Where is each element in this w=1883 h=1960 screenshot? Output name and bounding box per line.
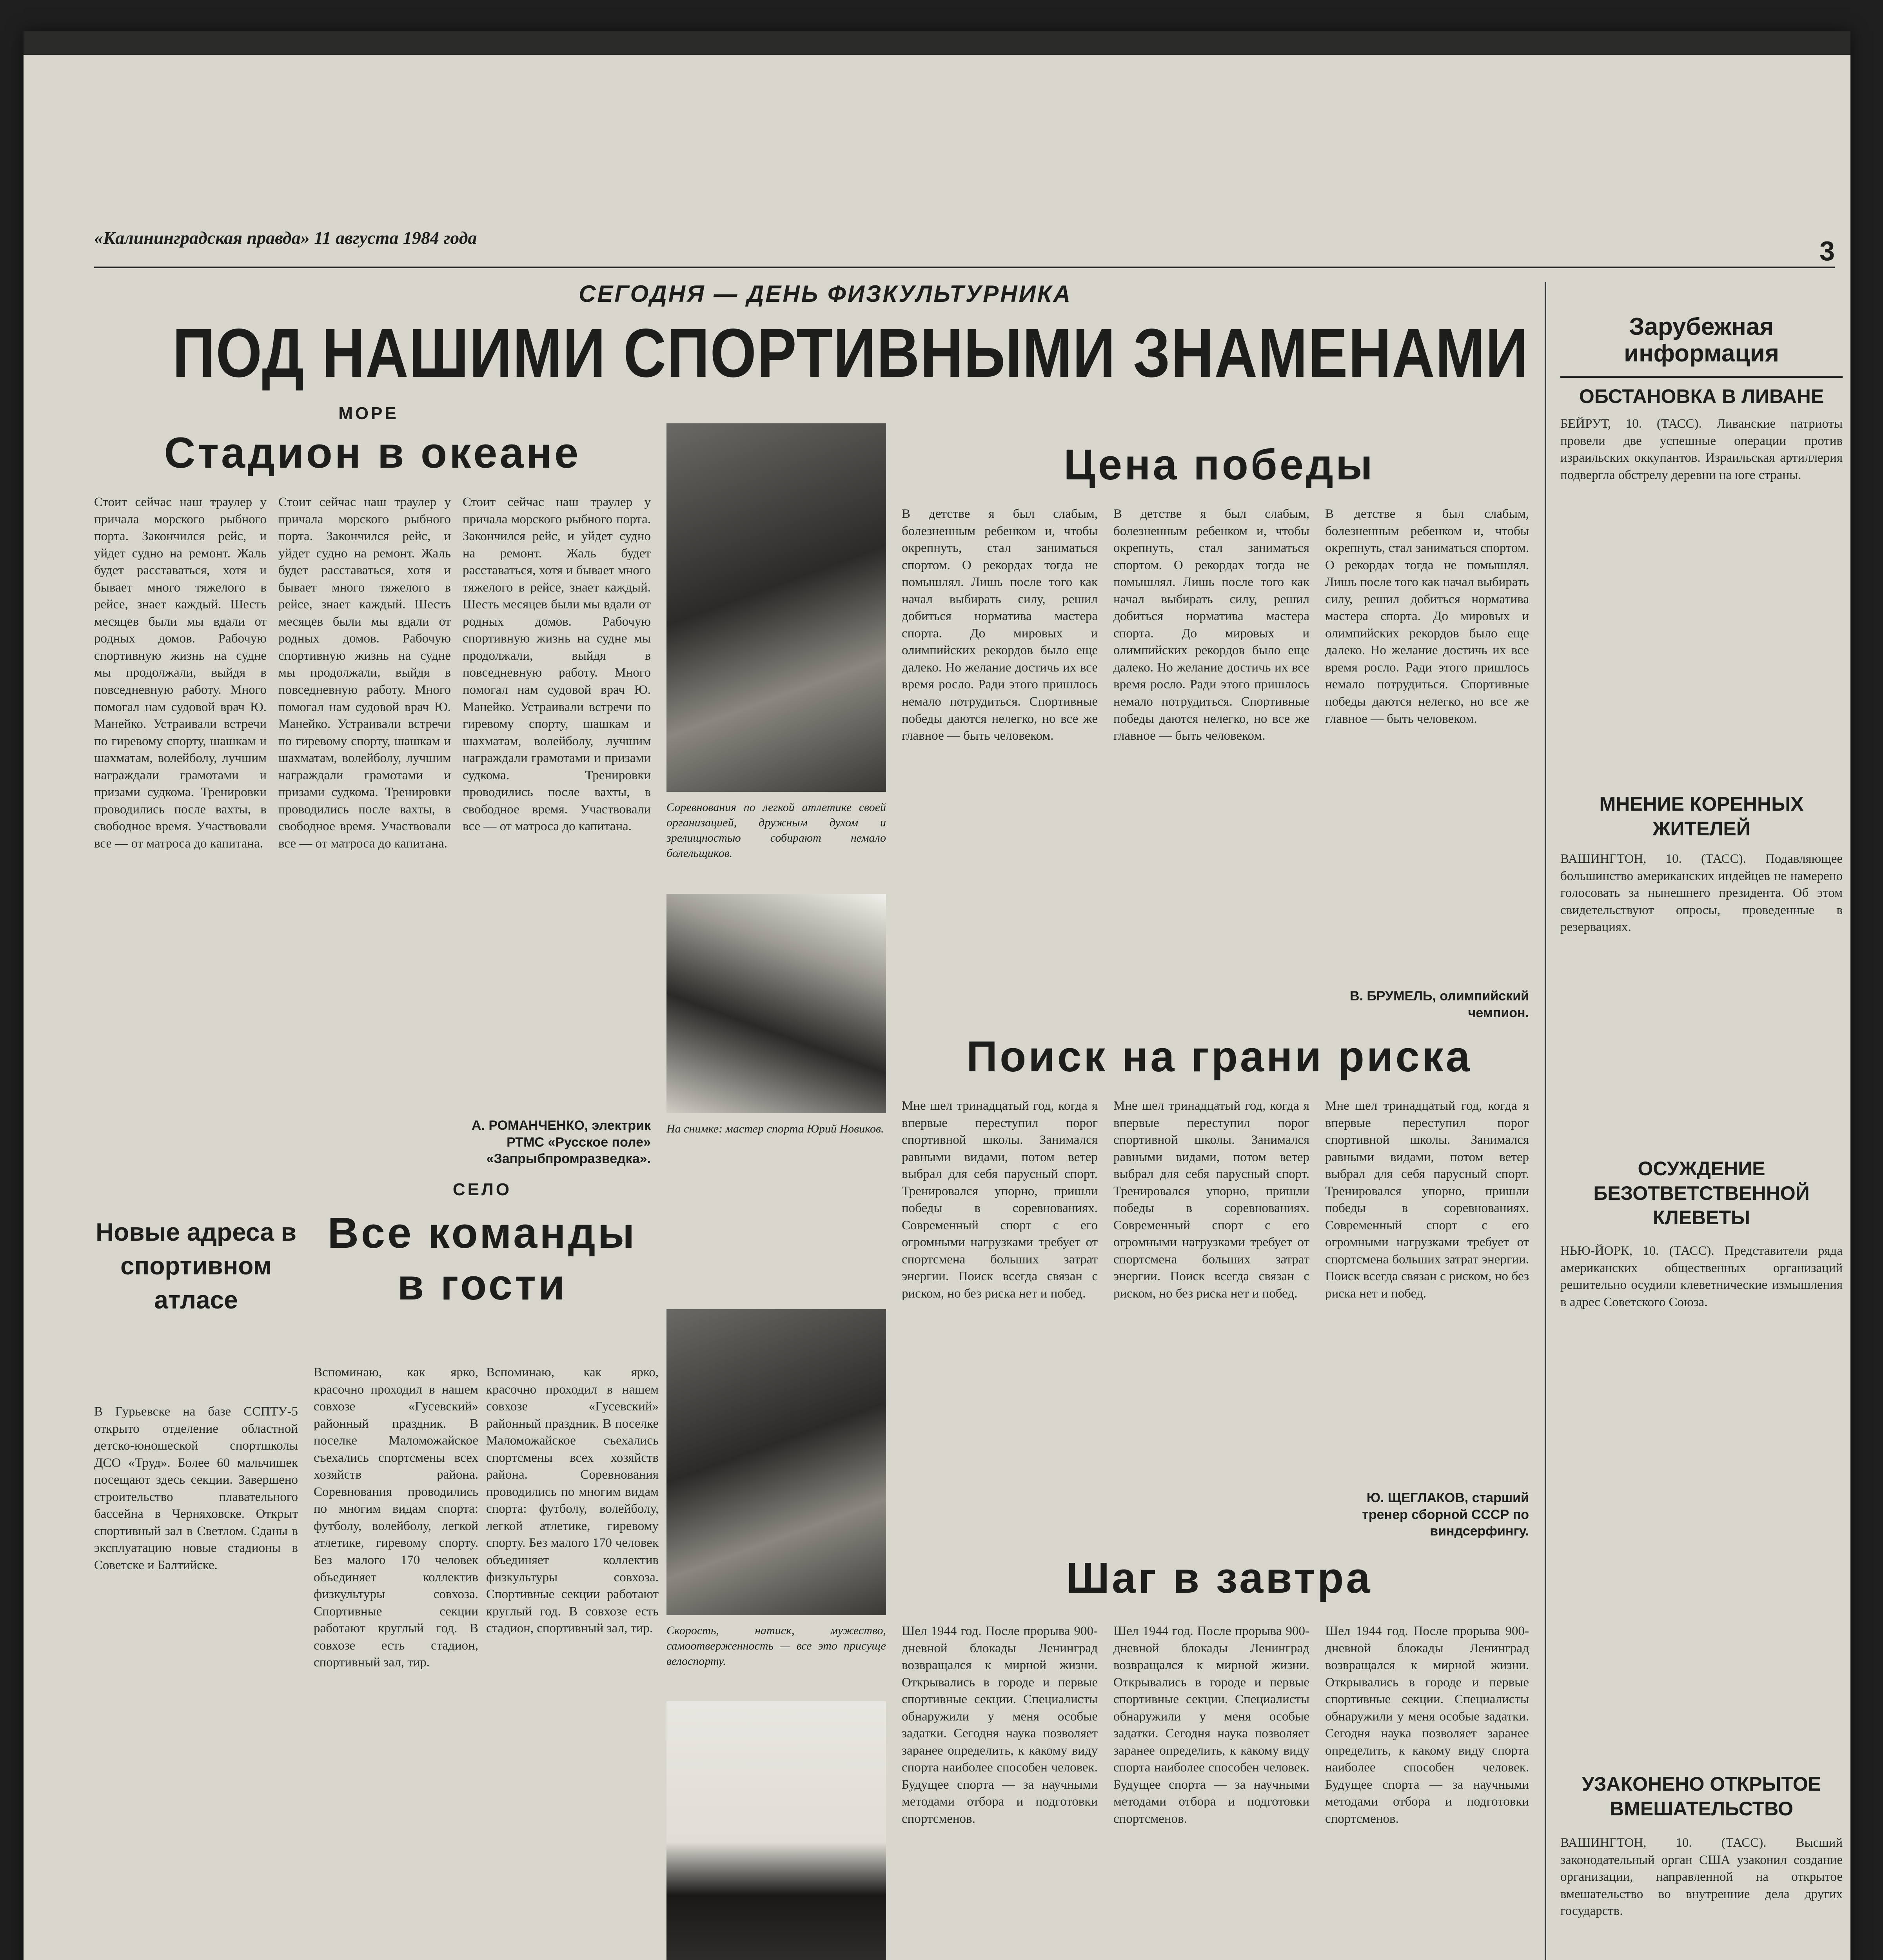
article-text-risk-col2: Мне шел тринадцатый год, когда я впервые переступил порог спортивной школы. Занимался равными видами, потом ветер выбрал для себя парусный спорт. Тренировался упорно, пришли победы в соревнованиях. Современный спорт с его огромными нагрузками требует от спортсмена больших затрат энергии. Поиск всегда связан с риском, но без риска нет и побед. <box>1113 1099 1309 1301</box>
article-text-stadium-col2: Стоит сейчас наш траулер у причала морского рыбного порта. Закончился рейс, и уйдет судно на ремонт. Жаль будет расставаться, хотя и бывает много тяжелого в рейсе, знает каждый. Шесть месяцев были мы вдали от родных домов. Рабочую спортивную жизнь на судне мы продолжали, выйдя в повседневную работу. Много помогал нам судовой врач Ю. Манейко. Устраивали встречи по гиревому спорту, шашкам и шахматам, волейболу, лучшим награждали грамотами и призами судкома. Тренировки проводились после вахты, в свободное время. Участвовали все — от матроса до капитана. <box>278 495 451 851</box>
article-title-guests: Все команды в гости <box>327 1209 637 1309</box>
article-title-price: Цена победы <box>1064 441 1375 489</box>
kicker: СЕГОДНЯ — ДЕНЬ ФИЗКУЛЬТУРНИКА <box>579 281 1072 307</box>
article-text-price-col3: В детстве я был слабым, болезненным ребенком и, чтобы окрепнуть, стал заниматься спортом. О рекордах тогда не помышлял. Лишь после того как начал выбирать силу, решил добиться норматива мастера спорта. До мировых и олимпийских рекордов было еще далеко. Но желание достичь их все время росло. Ради этого пришлось немало потрудиться. Спортивные победы даются нелегко, но все же главное — быть человеком. <box>1325 507 1529 726</box>
caption-weightlifter: На снимке: мастер спорта Юрий Новиков. <box>666 1122 884 1135</box>
sidebar-item-text-natives: ВАШИНГТОН, 10. (ТАСС). Подавляющее большинство американских индейцев не намерено голосовать за нынешнего президента. Об этом свидетельствуют опросы, проведенные в резервациях. <box>1560 852 1843 935</box>
caption-cyclists: Скорость, натиск, мужество, самоотверженность — все это присуще велоспорту. <box>666 1624 886 1668</box>
sidebar-item-title-lebanon: ОБСТАНОВКА В ЛИВАНЕ <box>1579 385 1824 407</box>
sidebar-item-text-slander: НЬЮ-ЙОРК, 10. (ТАСС). Представители ряда американских общественных организаций решительно осудили клеветнические измышления в адрес Советского Союза. <box>1560 1244 1843 1309</box>
page-number: 3 <box>1819 236 1835 266</box>
scan-edge <box>24 31 1850 55</box>
photo-weightlifter <box>666 894 886 1113</box>
photo-cyclists <box>666 1309 886 1615</box>
article-text-guests-col2: Вспоминаю, как ярко, красочно проходил в нашем совхозе «Гусевский» районный праздник. В поселке Маломожайское съехались спортсмены всех хозяйств района. Соревнования проводились по многим видам спорта: футболу, волейболу, легкой атлетике, гиревому спорту. Без малого 170 человек объединяет коллектив физкультуры совхоза. Спортивные секции работают круглый год. В совхозе есть стадион, спортивный зал, тир. <box>486 1365 659 1636</box>
sidebar-title-rule <box>1560 376 1843 378</box>
section-rubric-village: СЕЛО <box>452 1180 512 1199</box>
article-text-stadium-col3: Стоит сейчас наш траулер у причала морского рыбного порта. Закончился рейс, и уйдет судно на ремонт. Жаль будет расставаться, хотя и бывает много тяжелого в рейсе, знает каждый. Шесть месяцев были мы вдали от родных домов. Рабочую спортивную жизнь на судне мы продолжали, выйдя в повседневную работу. Много помогал нам судовой врач Ю. Манейко. Устраивали встречи по гиревому спорту, шашкам и шахматам, волейболу, лучшим награждали грамотами и призами судкома. Тренировки проводились после вахты, в свободное время. Участвовали все — от матроса до капитана. <box>463 495 651 834</box>
article-title-stadium: Стадион в океане <box>164 429 581 477</box>
article-title-risk: Поиск на грани риска <box>966 1033 1472 1081</box>
article-text-price-col2: В детстве я был слабым, болезненным ребенком и, чтобы окрепнуть, стал заниматься спортом. О рекордах тогда не помышлял. Лишь после того как начал выбирать силу, решил добиться норматива мастера спорта. До мировых и олимпийских рекордов было еще далеко. Но желание достичь их все время росло. Ради этого пришлось немало потрудиться. Спортивные победы даются нелегко, но все же главное — быть человеком. <box>1113 507 1309 743</box>
article-text-stadium-col1: Стоит сейчас наш траулер у причала морского рыбного порта. Закончился рейс, и уйдет судно на ремонт. Жаль будет расставаться, хотя и бывает много тяжелого в рейсе, знает каждый. Шесть месяцев были мы вдали от родных домов. Рабочую спортивную жизнь на судне мы продолжали, выйдя в повседневную работу. Много помогал нам судовой врач Ю. Манейко. Устраивали встречи по гиревому спорту, шашкам и шахматам, волейболу, лучшим награждали грамотами и призами судкома. Тренировки проводились после вахты, в свободное время. Участвовали все — от матроса до капитана. <box>94 495 267 851</box>
author-risk: Ю. ЩЕГЛАКОВ, старший тренер сборной СССР по виндсерфингу. <box>1362 1490 1529 1539</box>
sidebar-item-title-slander: ОСУЖДЕНИЕ БЕЗОТВЕТСТВЕННОЙ КЛЕВЕТЫ <box>1593 1158 1810 1229</box>
masthead: «Калининградская правда» 11 августа 1984 года <box>94 228 477 248</box>
article-text-risk-col3: Мне шел тринадцатый год, когда я впервые переступил порог спортивной школы. Занимался равными видами, потом ветер выбрал для себя парусный спорт. Тренировался упорно, пришли победы в соревнованиях. Современный спорт с его огромными нагрузками требует от спортсмена больших затрат энергии. Поиск всегда связан с риском, но без риска нет и побед. <box>1325 1099 1529 1301</box>
article-text-atlas: В Гурьевске на базе ССПТУ-5 открыто отделение областной детско-юношеской спортшколы ДСО «Труд». Более 60 мальчишек посещают здесь секции. Завершено строительство плавательного бассейна в Черняховске. Открыт спортивный зал в Светлом. Сданы в эксплуатацию новые стадионы в Советске и Балтийске. <box>94 1405 298 1572</box>
author-price: В. БРУМЕЛЬ, олимпийский чемпион. <box>1349 989 1529 1020</box>
sidebar-item-text-interference: ВАШИНГТОН, 10. (ТАСС). Высший законодательный орган США узаконил создание организации, направленной на открытое вмешательство во внутренние дела других государств. <box>1560 1836 1843 1918</box>
caption-athletics: Соревнования по легкой атлетике своей организацией, дружным духом и зрелищностью собирают немало болельщиков. <box>666 801 886 860</box>
article-text-step-col1: Шел 1944 год. После прорыва 900-дневной блокады Ленинград возвращался к мирной жизни. Открывались в городе и первые спортивные секции. Специалисты обнаружили у меня особые задатки. Сегодня наука позволяет заранее определить, к какому виду спорта наиболее способен человек. Будущее спорта — за научными методами отбора и подготовки спортсменов. <box>902 1624 1098 1826</box>
article-text-step-col2: Шел 1944 год. После прорыва 900-дневной блокады Ленинград возвращался к мирной жизни. Открывались в городе и первые спортивные секции. Специалисты обнаружили у меня особые задатки. Сегодня наука позволяет заранее определить, к какому виду спорта наиболее способен человек. Будущее спорта — за научными методами отбора и подготовки спортсменов. <box>1113 1624 1309 1826</box>
sidebar-item-title-natives: МНЕНИЕ КОРЕННЫХ ЖИТЕЛЕЙ <box>1599 793 1804 840</box>
article-text-guests-col1: Вспоминаю, как ярко, красочно проходил в нашем совхозе «Гусевский» районный праздник. В поселке Маломожайское съехались спортсмены всех хозяйств района. Соревнования проводились по многим видам спорта: футболу, волейболу, легкой атлетике, гиревому спорту. Без малого 170 человек объединяет коллектив физкультуры совхоза. Спортивные секции работают круглый год. В совхозе есть стадион, спортивный зал, тир. <box>314 1365 478 1670</box>
newspaper-page <box>24 31 1850 1960</box>
banner-headline: ПОД НАШИМИ СПОРТИВНЫМИ ЗНАМЕНАМИ <box>173 315 1529 392</box>
sidebar-title: Зарубежная информация <box>1624 313 1779 367</box>
sidebar-item-text-lebanon: БЕЙРУТ, 10. (ТАСС). Ливанские патриоты провели две успешные операции против израильских оккупантов. Израильская артиллерия подвергла обстрелу деревни на юге страны. <box>1560 417 1843 482</box>
header-rule <box>94 267 1835 268</box>
article-text-risk-col1: Мне шел тринадцатый год, когда я впервые переступил порог спортивной школы. Занимался равными видами, потом ветер выбрал для себя парусный спорт. Тренировался упорно, пришли победы в соревнованиях. Современный спорт с его огромными нагрузками требует от спортсмена больших затрат энергии. Поиск всегда связан с риском, но без риска нет и побед. <box>902 1099 1098 1301</box>
section-rubric-sea: МОРЕ <box>338 404 399 423</box>
article-title-atlas: Новые адреса в спортивном атласе <box>96 1218 296 1314</box>
photo-athletics <box>666 423 886 792</box>
author-stadium: А. РОМАНЧЕНКО, электрик РТМС «Русское поле» «Запрыбпромразведка». <box>471 1118 651 1166</box>
article-text-price-col1: В детстве я был слабым, болезненным ребенком и, чтобы окрепнуть, стал заниматься спортом. О рекордах тогда не помышлял. Лишь после того как начал выбирать силу, решил добиться норматива мастера спорта. До мировых и олимпийских рекордов было еще далеко. Но желание достичь их все время росло. Ради этого пришлось немало потрудиться. Спортивные победы даются нелегко, но все же главное — быть человеком. <box>902 507 1098 743</box>
sidebar-rule <box>1545 282 1546 1960</box>
sidebar-item-title-interference: УЗАКОНЕНО ОТКРЫТОЕ ВМЕШАТЕЛЬСТВО <box>1582 1773 1821 1820</box>
article-text-step-col3: Шел 1944 год. После прорыва 900-дневной блокады Ленинград возвращался к мирной жизни. Открывались в городе и первые спортивные секции. Специалисты обнаружили у меня особые задатки. Сегодня наука позволяет заранее определить, к какому виду спорта наиболее способен человек. Будущее спорта — за научными методами отбора и подготовки спортсменов. <box>1325 1624 1529 1826</box>
photo-kids <box>666 1701 886 1960</box>
article-title-step: Шаг в завтра <box>1066 1554 1373 1602</box>
